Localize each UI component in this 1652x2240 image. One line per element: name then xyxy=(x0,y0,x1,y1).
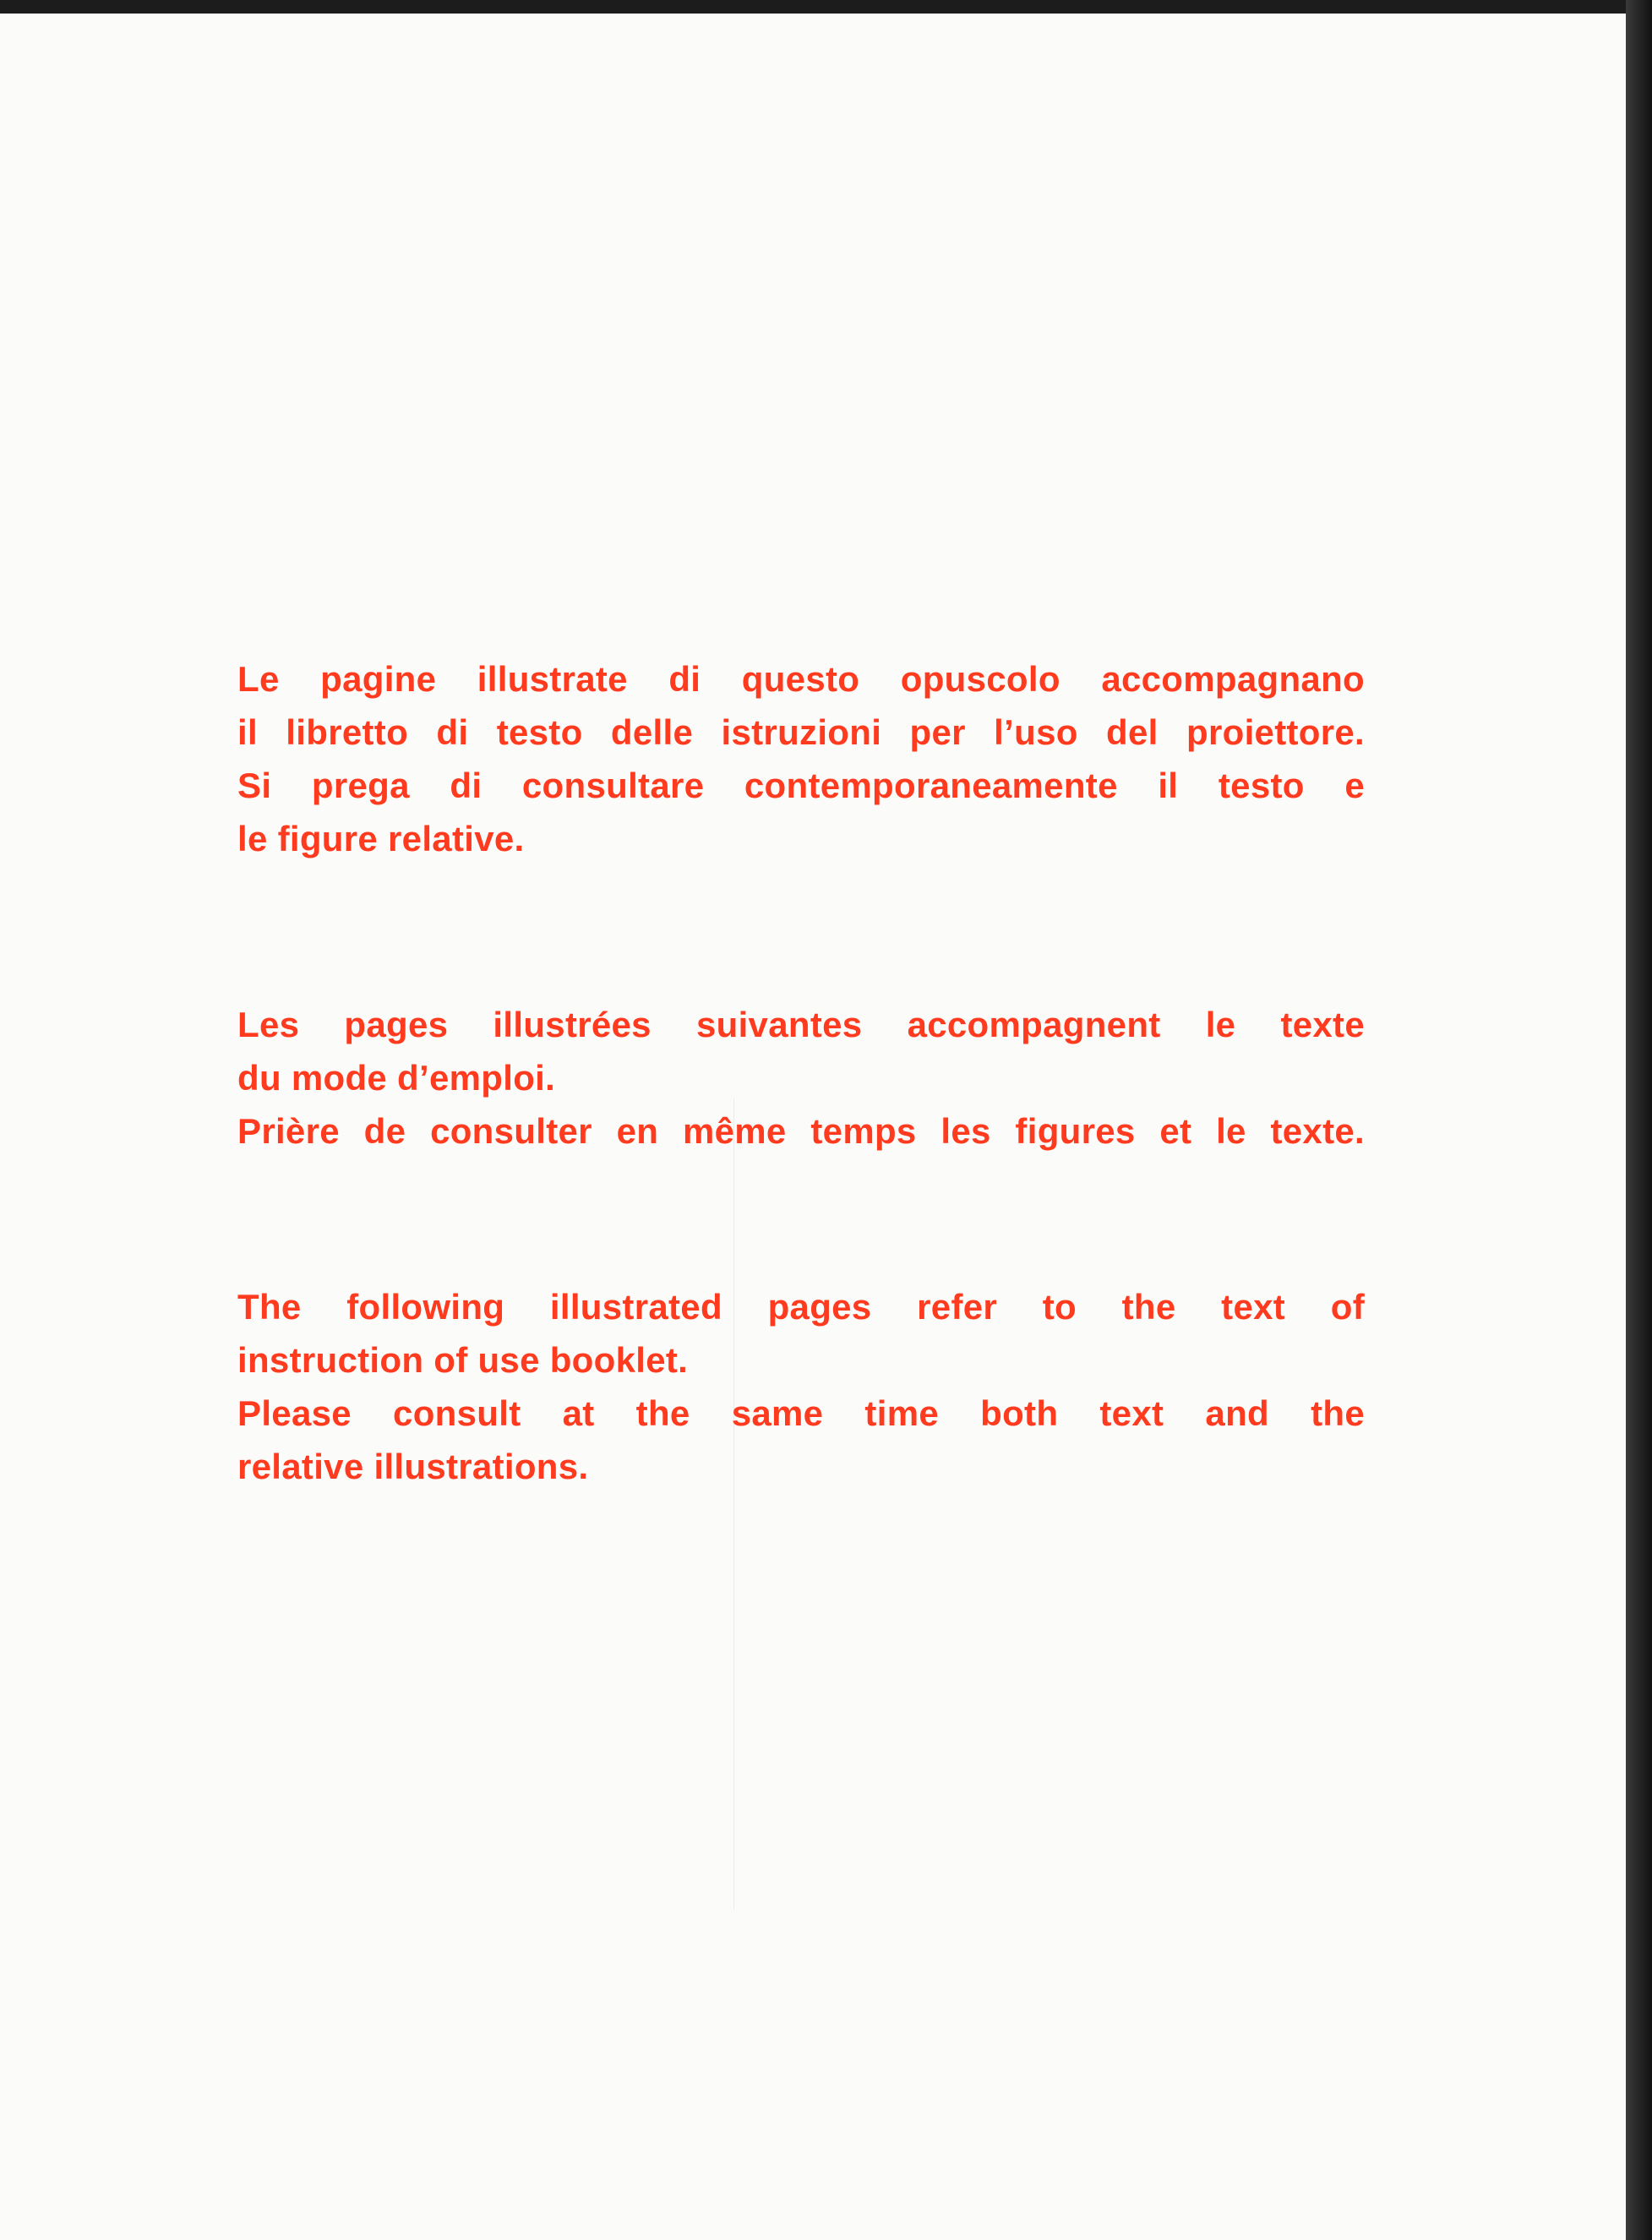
paragraph-italian xyxy=(237,652,1365,865)
text-line: le figure relative. xyxy=(237,819,525,858)
text-line: Les pages illustrées suivantes accompagnent le texte xyxy=(237,1005,1365,1044)
paragraph-english xyxy=(237,1280,1365,1493)
text-line: The following illustrated pages refer to the text of xyxy=(237,1287,1365,1327)
page-edge-shadow xyxy=(1626,0,1652,2240)
text-line: Le pagine illustrate di questo opuscolo accompagnano xyxy=(237,659,1365,699)
text-line: Please consult at the same time both text and the xyxy=(237,1393,1365,1433)
paper-crease xyxy=(733,1098,734,1910)
text-line: instruction of use booklet. xyxy=(237,1340,689,1380)
text-line: il libretto di testo delle istruzioni per l’uso del proiettore. xyxy=(237,712,1365,752)
paragraph-french xyxy=(237,998,1365,1158)
text-line: Prière de consulter en même temps les figures et le texte. xyxy=(237,1111,1365,1151)
text-line: Si prega di consultare contemporaneamente il testo e xyxy=(237,766,1365,805)
text-line: relative illustrations. xyxy=(237,1447,589,1486)
text-line: du mode d’emploi. xyxy=(237,1058,556,1098)
